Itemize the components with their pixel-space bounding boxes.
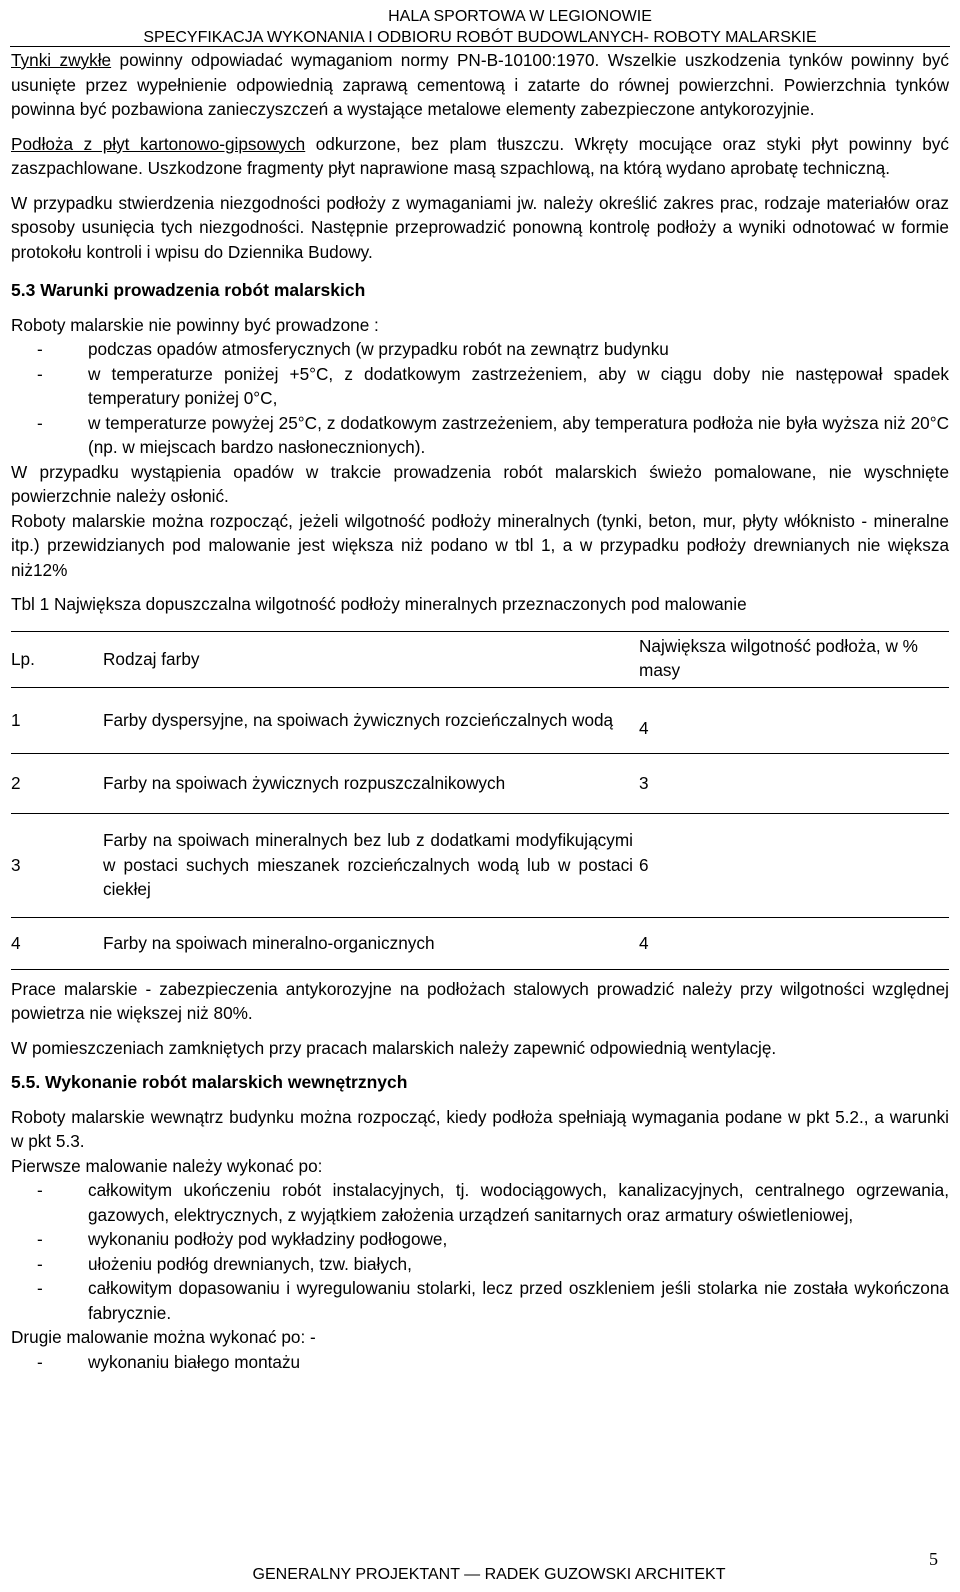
first-coat-list (11, 1178, 949, 1325)
table-cell-lp: 4 (11, 917, 103, 969)
table-header-lp: Lp. (11, 631, 103, 687)
paragraph-drywall (11, 132, 949, 181)
paragraph-rain: W przypadku wystąpienia opadów w trakcie prowadzenia robót malarskich świeżo pomalowane, nie wyschnięte powierzchnie należy osłonić. (11, 461, 949, 506)
conditions-intro: Roboty malarskie nie powinny być prowadzone : (11, 314, 379, 335)
section-heading-5-5: 5.5. Wykonanie robót malarskich wewnętrznych (11, 1072, 408, 1092)
paragraph-interior-start: Roboty malarskie wewnątrz budynku można rozpocząć, kiedy podłoża spełniają wymagania podane w pkt 5.2., a warunki w pkt 5.3. (11, 1106, 949, 1151)
list-dash: - (37, 1253, 43, 1274)
table-row (11, 753, 949, 813)
page-footer: GENERALNY PROJEKTANT — RADEK GUZOWSKI ARCHITEKT (252, 1566, 726, 1583)
list-dash: - (37, 1351, 43, 1372)
list-item-text: w temperaturze poniżej +5°C, z dodatkowym zastrzeżeniem, aby w ciągu doby nie następował spadek temperatury poniżej 0°C, (88, 363, 949, 408)
table-cell-type: Farby na spoiwach żywicznych rozpuszczalnikowych (103, 753, 633, 813)
list-item-text: wykonaniu białego montażu (88, 1351, 301, 1372)
table-row (11, 917, 949, 969)
header-project-title: HALA SPORTOWA W LEGIONOWIE (388, 8, 652, 25)
table-row (11, 813, 949, 917)
conditions-list (11, 337, 949, 460)
table-cell-lp: 2 (11, 753, 103, 813)
table-cell-type: Farby dyspersyjne, na spoiwach żywicznych rozcieńczalnych wodą (103, 687, 633, 753)
list-dash: - (37, 1278, 43, 1298)
paragraph-anticorrosion: Prace malarskie - zabezpieczenia antykorozyjne na podłożach stalowych prowadzić należy przy wilgotności względnej powietrza nie większej niż 80%. (11, 978, 949, 1023)
list-item (11, 1276, 949, 1325)
list-item-text: w temperaturze powyżej 25°C, z dodatkowym zastrzeżeniem, aby temperatura podłoża nie była wyższa niż 20°C (np. w miejscach bardzo nasłonecznionych). (88, 412, 949, 457)
first-coat-intro: Pierwsze malowanie należy wykonać po: (11, 1155, 323, 1176)
list-item (11, 337, 949, 362)
table-row (11, 687, 949, 753)
table-cell-value: 3 (633, 753, 949, 813)
list-dash: - (37, 363, 43, 384)
list-item (11, 1227, 949, 1252)
page-number: 5 (929, 1549, 938, 1569)
paragraph-plasters (11, 48, 949, 122)
table-header-row (11, 631, 949, 687)
list-dash: - (37, 412, 43, 433)
table-cell-value: 4 (633, 917, 949, 969)
second-coat-list (11, 1350, 949, 1375)
list-item-text: całkowitym dopasowaniu i wyregulowaniu stolarki, lecz przed oszkleniem jeśli stolarka nie została wykończona fabrycznie. (88, 1278, 949, 1323)
term-drywall: Podłoża z płyt kartonowo-gipsowych (11, 133, 306, 154)
list-item (11, 1252, 949, 1277)
header-divider (10, 46, 950, 47)
paragraph-drywall-text: odkurzone, bez plam tłuszczu. Wkręty mocujące oraz styki płyt powinny być zaszpachlowane. Uszkodzone fragmenty płyt naprawione masą szpachlową, na którą wydano aprobatę techniczną. (11, 133, 949, 178)
section-heading-5-3: 5.3 Warunki prowadzenia robót malarskich (11, 280, 366, 300)
second-coat-intro: Drugie malowanie można wykonać po: - (11, 1327, 316, 1347)
table-cell-lp: 3 (11, 813, 103, 917)
list-item-text: wykonaniu podłoży pod wykładziny podłogowe, (88, 1229, 448, 1249)
term-plasters: Tynki zwykłe (11, 50, 112, 70)
list-dash: - (37, 1180, 43, 1200)
paragraph-plasters-text: powinny odpowiadać wymaganiom normy PN-B-10100:1970. Wszelkie uszkodzenia tynków powinny być usunięte przez wypełnienie odpowiednią zaprawą cementową i zatarte do równej powierzchni. Powierzchnia tynków powinna być pozbawiona zanieczyszczeń a wystające metalowe elementy zabezpieczone antykorozyjnie. (11, 50, 949, 119)
header-spec-title: SPECYFIKACJA WYKONANIA I ODBIORU ROBÓT BUDOWLANYCH- ROBOTY MALARSKIE (143, 29, 817, 46)
page-header (0, 6, 960, 48)
table-cell-value: 4 (633, 687, 949, 753)
table-cell-lp: 1 (11, 687, 103, 753)
list-item-text: całkowitym ukończeniu robót instalacyjnych, tj. wodociągowych, kanalizacyjnych, centralnego ogrzewania, gazowych, elektrycznych, z wyjątkiem założenia urządzeń sanitarnych oraz armatury oświetleniowej, (88, 1180, 949, 1225)
paragraph-humidity: Roboty malarskie można rozpocząć, jeżeli wilgotność podłoży mineralnych (tynki, beton, mur, płyty włóknisto - mineralne itp.) przewidzianych pod malowanie jest większa niż podano w tbl 1, a w przypadku podłoży drewnianych nie większa niż12% (11, 510, 949, 580)
paragraph-ventilation: W pomieszczeniach zamkniętych przy pracach malarskich należy zapewnić odpowiednią wentylację. (11, 1037, 777, 1058)
table-caption: Tbl 1 Największa dopuszczalna wilgotność podłoży mineralnych przeznaczonych pod malowanie (11, 594, 747, 614)
list-dash: - (37, 339, 43, 359)
list-item (11, 1178, 949, 1227)
list-item (11, 362, 949, 411)
list-dash: - (37, 1229, 43, 1249)
list-item (11, 411, 949, 460)
list-item-text: ułożeniu podłóg drewnianych, tzw. białych, (88, 1253, 412, 1274)
paragraph-nonconformity: W przypadku stwierdzenia niezgodności podłoży z wymaganiami jw. należy określić zakres prac, rodzaje materiałów oraz sposoby usunięcia tych niezgodności. Następnie przeprowadzić ponowną kontrolę podłoży a wyniki odnotować w formie protokołu kontroli i wpisu do Dziennika Budowy. (11, 192, 949, 262)
table-cell-type: Farby na spoiwach mineralnych bez lub z dodatkami modyfikującymi w postaci suchych mieszanek rozcieńczalnych wodą lub w postaci ciekłej (103, 813, 633, 917)
table-header-moisture: Największa wilgotność podłoża, w % masy (633, 631, 949, 687)
table-header-type: Rodzaj farby (103, 631, 633, 687)
list-item-text: podczas opadów atmosferycznych (w przypadku robót na zewnątrz budynku (88, 339, 669, 359)
document-body (11, 48, 949, 1374)
moisture-table (11, 631, 949, 970)
list-item (11, 1350, 949, 1375)
table-cell-value: 6 (633, 813, 949, 917)
table-cell-type: Farby na spoiwach mineralno-organicznych (103, 917, 633, 969)
